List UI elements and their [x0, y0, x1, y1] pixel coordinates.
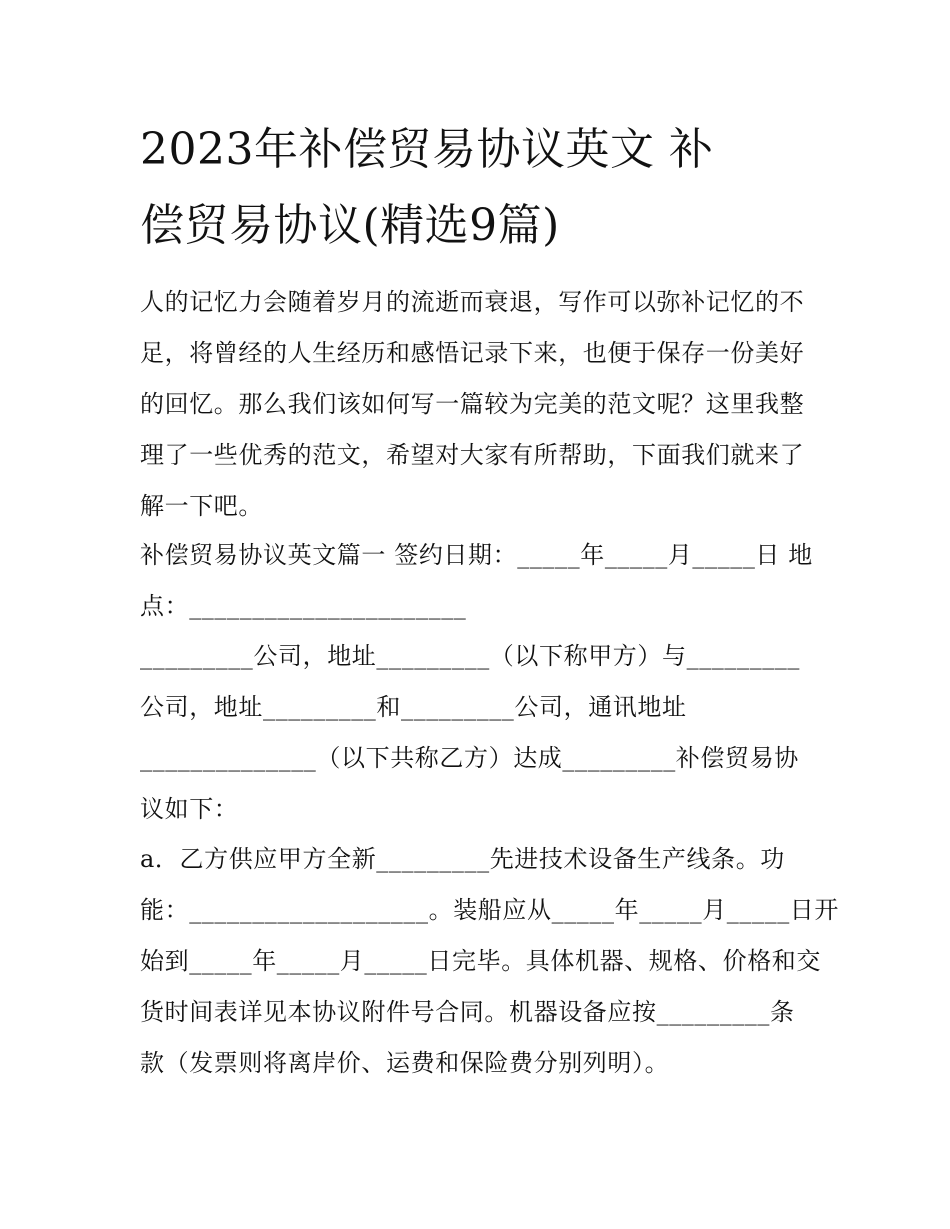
section-1-head-line: 补偿贸易协议英文篇一 签约日期：_____年_____月_____日 地 — [140, 541, 813, 569]
intro-line: 理了一些优秀的范文，希望对大家有所帮助，下面我们就来了 — [140, 441, 805, 469]
section-1-head-line: 点：______________________ — [140, 592, 467, 620]
intro-paragraph — [140, 277, 812, 532]
title-line-2: 偿贸易协议(精选9篇) — [140, 200, 560, 251]
intro-line: 解一下吧。 — [140, 492, 263, 520]
section-1-body-line: 议如下： — [140, 795, 239, 823]
section-1-body-line: 公司，地址_________和_________公司，通讯地址 — [140, 693, 687, 721]
item-a-line: 始到_____年_____月_____日完毕。具体机器、规格、价格和交 — [140, 947, 821, 975]
intro-line: 的回忆。那么我们该如何写一篇较为完美的范文呢？这里我整 — [140, 390, 805, 418]
item-a-line: 款（发票则将离岸价、运费和保险费分别列明）。 — [140, 1049, 670, 1077]
item-a-line: 能：___________________。装船应从_____年_____月_____日开 — [140, 896, 839, 924]
title-line-1: 2023年补偿贸易协议英文 补 — [140, 124, 714, 175]
intro-line: 人的记忆力会随着岁月的流逝而衰退，写作可以弥补记忆的不 — [140, 288, 805, 316]
section-1-heading-paragraph — [140, 530, 812, 632]
item-a-line: 货时间表详见本协议附件号合同。机器设备应按_________条 — [140, 998, 795, 1026]
intro-line: 足，将曾经的人生经历和感悟记录下来，也便于保存一份美好 — [140, 339, 805, 367]
section-1-body-line: _________公司，地址_________（以下称甲方）与_________ — [140, 642, 800, 670]
document-title — [140, 112, 820, 264]
section-1-item-a-paragraph — [140, 834, 839, 1089]
item-a-line: a．乙方供应甲方全新_________先进技术设备生产线条。功 — [140, 845, 785, 873]
section-1-body-line: ______________（以下共称乙方）达成_________补偿贸易协 — [140, 744, 799, 772]
section-1-parties-paragraph — [140, 631, 812, 835]
